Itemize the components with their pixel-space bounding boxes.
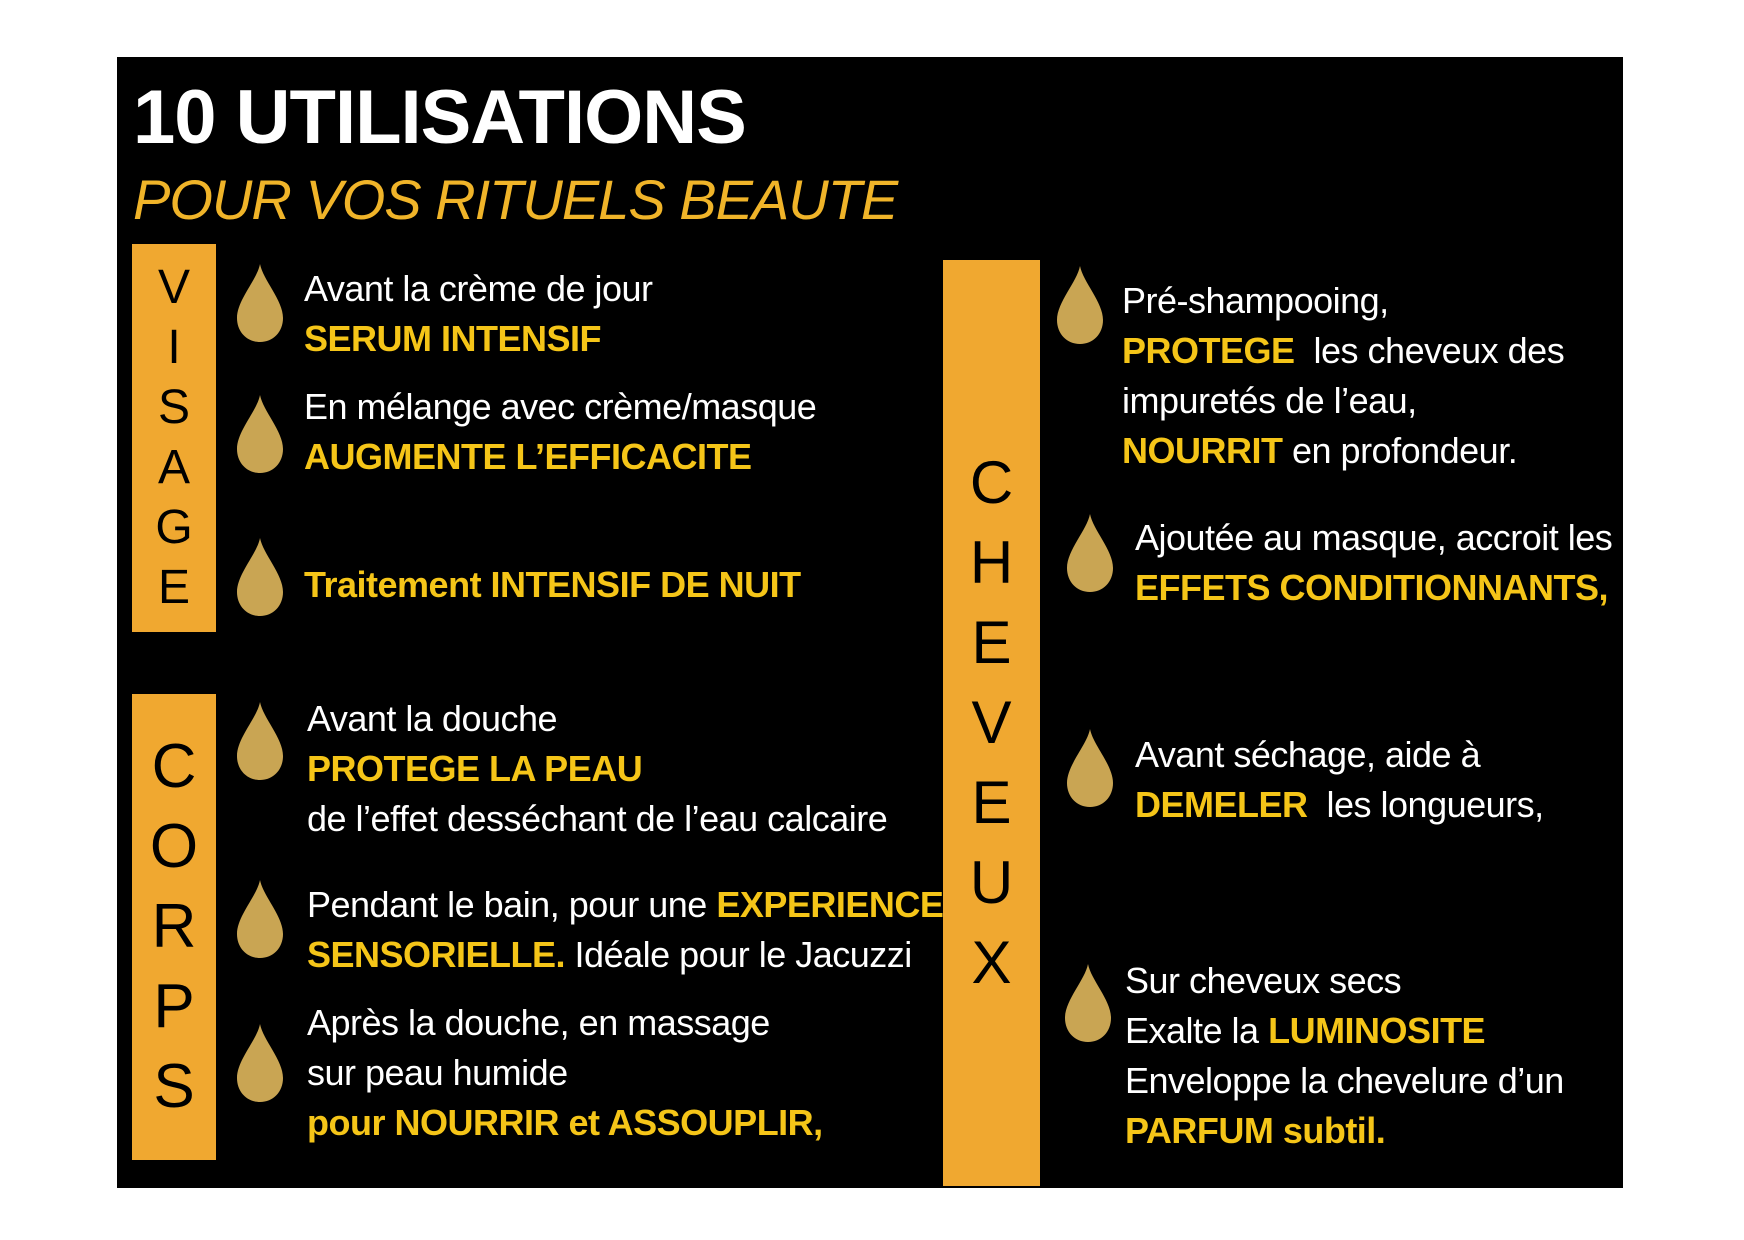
- usage-line: [1122, 426, 1564, 476]
- body-text: En mélange avec crème/masque: [304, 386, 817, 427]
- cheveux-usage-item: [1122, 276, 1564, 476]
- cheveux-usage-item: [1125, 956, 1564, 1156]
- usage-line: [304, 264, 653, 314]
- category-visage: [132, 244, 216, 632]
- usage-line: [307, 930, 943, 980]
- category-corps: [132, 694, 216, 1160]
- oil-drop-icon: [235, 262, 285, 344]
- body-text: Pendant le bain, pour une: [307, 884, 717, 925]
- body-text: Sur cheveux secs: [1125, 960, 1402, 1001]
- highlight-text: AUGMENTE L’EFFICACITE: [304, 436, 752, 477]
- usage-line: [1125, 1006, 1564, 1056]
- usage-line: [304, 432, 816, 482]
- category-letter: U: [969, 849, 1014, 916]
- category-letter: V: [157, 261, 190, 314]
- highlight-text: Traitement INTENSIF DE NUIT: [304, 564, 801, 605]
- oil-drop-icon: [235, 700, 285, 782]
- body-text: Pré-shampooing,: [1122, 280, 1389, 321]
- category-letter: C: [969, 449, 1014, 516]
- usage-line: [1122, 376, 1564, 426]
- corps-usage-item: [307, 998, 823, 1148]
- category-letter: O: [149, 812, 199, 881]
- oil-drop-icon: [1063, 962, 1113, 1044]
- category-letter: S: [153, 1052, 195, 1121]
- body-text: Après la douche, en massage: [307, 1002, 770, 1043]
- corps-usage-item: [307, 694, 887, 844]
- corps-usage-item: [307, 880, 943, 980]
- usage-line: [307, 744, 887, 794]
- usage-line: [304, 382, 816, 432]
- body-text: impuretés de l’eau,: [1122, 380, 1417, 421]
- category-letter: P: [153, 972, 195, 1041]
- usage-line: [1135, 513, 1612, 563]
- body-text: Avant la crème de jour: [304, 268, 653, 309]
- body-text: Avant la douche: [307, 698, 558, 739]
- usage-line: [1122, 326, 1564, 376]
- visage-usage-item: [304, 560, 801, 610]
- category-letter: E: [971, 609, 1012, 676]
- cheveux-usage-item: [1135, 513, 1612, 613]
- body-text: Idéale pour le Jacuzzi: [565, 934, 912, 975]
- category-letter: R: [151, 892, 197, 961]
- usage-line: [1125, 1056, 1564, 1106]
- usage-line: [307, 998, 823, 1048]
- body-text: Enveloppe la chevelure d’un: [1125, 1060, 1564, 1101]
- category-letter: S: [157, 381, 190, 434]
- usage-line: [1135, 563, 1612, 613]
- body-text: sur peau humide: [307, 1052, 568, 1093]
- body-text: les longueurs,: [1307, 784, 1544, 825]
- usage-line: [304, 560, 801, 610]
- category-letter: H: [969, 529, 1014, 596]
- highlight-text: pour NOURRIR et ASSOUPLIR,: [307, 1102, 823, 1143]
- oil-drop-icon: [1065, 727, 1115, 809]
- category-letter: V: [971, 689, 1012, 756]
- body-text: Ajoutée au masque, accroit les: [1135, 517, 1613, 558]
- page-title: 10 UTILISATIONS: [133, 75, 746, 160]
- category-cheveux: [943, 260, 1040, 1186]
- body-text: Avant séchage, aide à: [1135, 734, 1481, 775]
- oil-drop-icon: [235, 878, 285, 960]
- oil-drop-icon: [235, 1022, 285, 1104]
- highlight-text: PROTEGE LA PEAU: [307, 748, 643, 789]
- body-text: en profondeur.: [1282, 430, 1518, 471]
- highlight-text: SENSORIELLE.: [307, 934, 566, 975]
- oil-drop-icon: [235, 536, 285, 618]
- usage-line: [307, 794, 887, 844]
- highlight-text: EFFETS CONDITIONNANTS,: [1135, 567, 1608, 608]
- cheveux-usage-item: [1135, 730, 1544, 830]
- highlight-text: PARFUM subtil.: [1125, 1110, 1386, 1151]
- category-letter: E: [157, 561, 190, 614]
- body-text: les cheveux des: [1294, 330, 1565, 371]
- highlight-text: LUMINOSITE: [1268, 1010, 1486, 1051]
- oil-drop-icon: [1065, 512, 1115, 594]
- highlight-text: EXPERIENCE: [716, 884, 944, 925]
- highlight-text: SERUM INTENSIF: [304, 318, 602, 359]
- usage-line: [307, 1048, 823, 1098]
- page-subtitle: POUR VOS RITUELS BEAUTE: [133, 168, 898, 231]
- body-text: de l’effet desséchant de l’eau calcaire: [307, 798, 888, 839]
- usage-line: [307, 694, 887, 744]
- visage-usage-item: [304, 382, 816, 482]
- category-letter: G: [155, 501, 193, 554]
- usage-line: [307, 880, 943, 930]
- usage-line: [1135, 730, 1544, 780]
- highlight-text: PROTEGE: [1122, 330, 1295, 371]
- category-letter: X: [971, 929, 1012, 996]
- category-letter: E: [971, 769, 1012, 836]
- usage-line: [304, 314, 653, 364]
- usage-line: [307, 1098, 823, 1148]
- category-letter: C: [151, 732, 197, 801]
- usage-line: [1125, 956, 1564, 1006]
- category-letter: I: [167, 321, 181, 374]
- usage-line: [1122, 276, 1564, 326]
- highlight-text: DEMELER: [1135, 784, 1308, 825]
- category-letter: A: [157, 441, 190, 494]
- usage-line: [1135, 780, 1544, 830]
- body-text: Exalte la: [1125, 1010, 1269, 1051]
- oil-drop-icon: [235, 393, 285, 475]
- usage-line: [1125, 1106, 1564, 1156]
- oil-drop-icon: [1055, 264, 1105, 346]
- highlight-text: NOURRIT: [1122, 430, 1283, 471]
- visage-usage-item: [304, 264, 653, 364]
